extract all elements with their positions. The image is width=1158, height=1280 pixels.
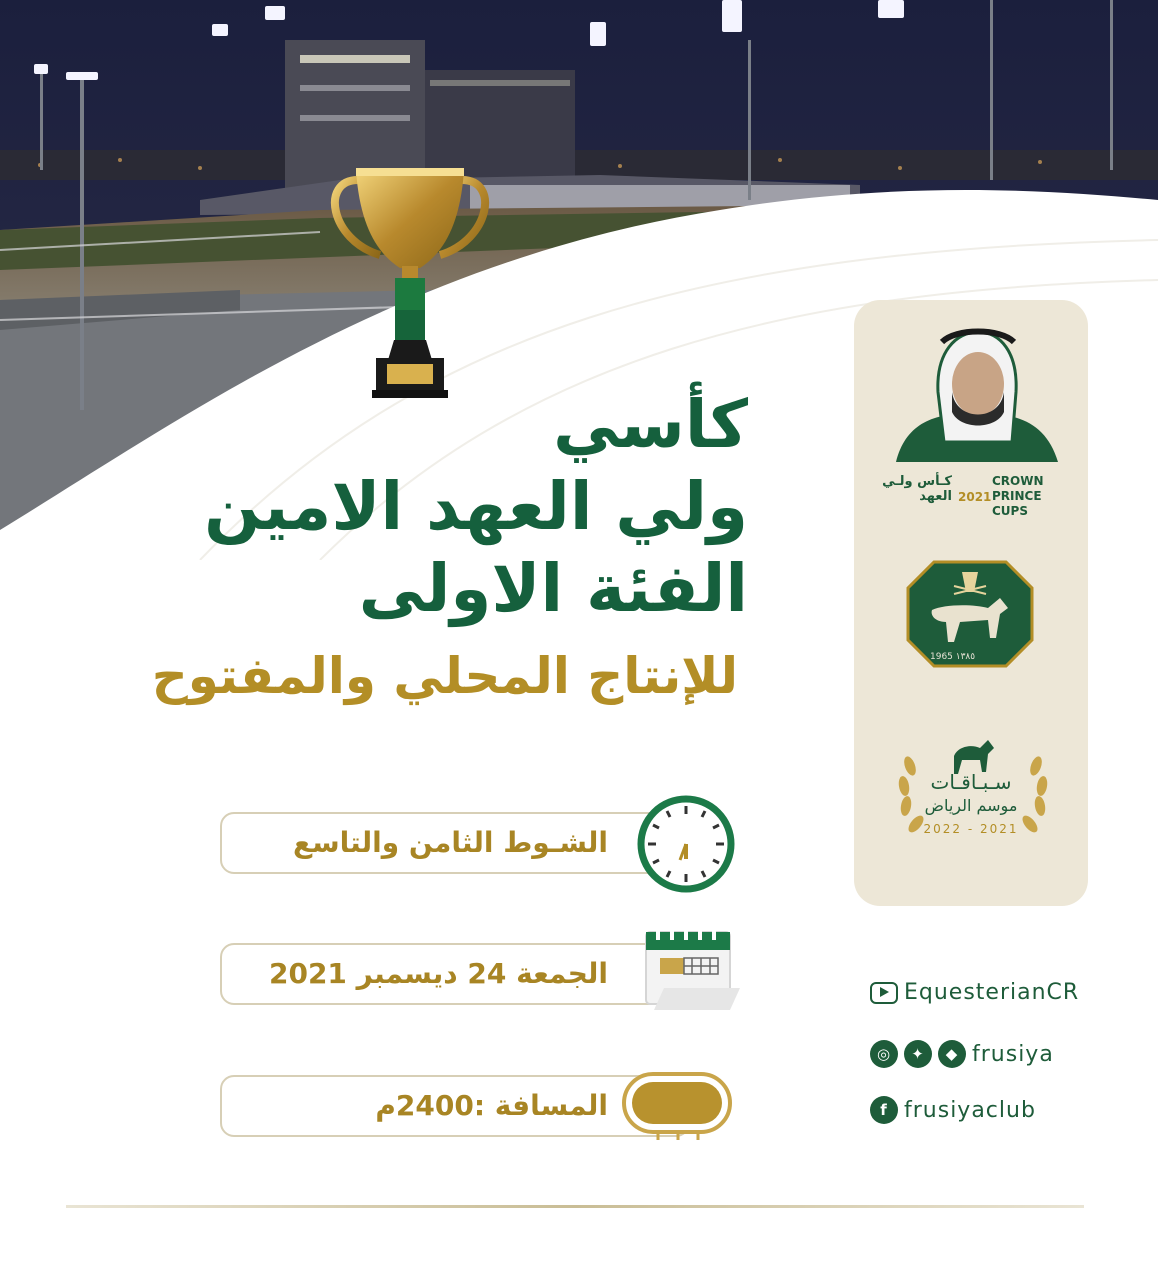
youtube-handle-text: EquesterianCR: [904, 980, 1080, 1005]
facebook-icon: f: [870, 1096, 898, 1124]
twitter-icon: ✦: [904, 1040, 932, 1068]
calendar-icon: [640, 928, 744, 1018]
crown-prince-cups-year: 2021: [958, 490, 992, 504]
title-line-3: الفئة الاولى: [358, 550, 748, 627]
youtube-icon: [870, 982, 898, 1004]
facebook-handle[interactable]: [870, 1096, 1036, 1124]
distance-text: المسافة :2400م: [375, 1089, 608, 1122]
social-handle-text: frusiya: [972, 1041, 1054, 1067]
season-years: 2022 - 2021: [923, 822, 1019, 836]
crown-prince-portrait-logo: [886, 322, 1066, 462]
social-handles[interactable]: [870, 1040, 1054, 1068]
rounds-text: الشـوط الثامن والتاسع: [292, 826, 608, 859]
crown-prince-cups-ar: كـأس ولـي العهد: [882, 474, 952, 504]
season-subtitle: موسم الرياض: [924, 796, 1018, 815]
date-text: الجمعة 24 ديسمبر 2021: [268, 957, 608, 990]
seal-years: 1965 ١٣٨٥: [930, 652, 976, 662]
date-pill: [220, 943, 690, 1005]
title-line-2: ولي العهد الامين: [204, 468, 748, 545]
rounds-pill: [220, 812, 690, 874]
trophy-icon: [320, 160, 500, 420]
title-line-1: كأسي: [553, 386, 748, 463]
facebook-handle-text: frusiyaclub: [904, 1097, 1036, 1123]
clock-icon: [636, 794, 736, 894]
crown-prince-cups-en: CROWN PRINCE CUPS: [992, 474, 1044, 518]
youtube-handle[interactable]: [870, 980, 1079, 1005]
racetrack-icon: [618, 1068, 738, 1142]
snapchat-icon: ◆: [938, 1040, 966, 1068]
title-line-4: للإنتاج المحلي والمفتوح: [151, 647, 738, 705]
season-title: سـبـاقـات: [930, 770, 1012, 794]
footer-divider: [66, 1205, 1084, 1208]
instagram-icon: ◎: [870, 1040, 898, 1068]
